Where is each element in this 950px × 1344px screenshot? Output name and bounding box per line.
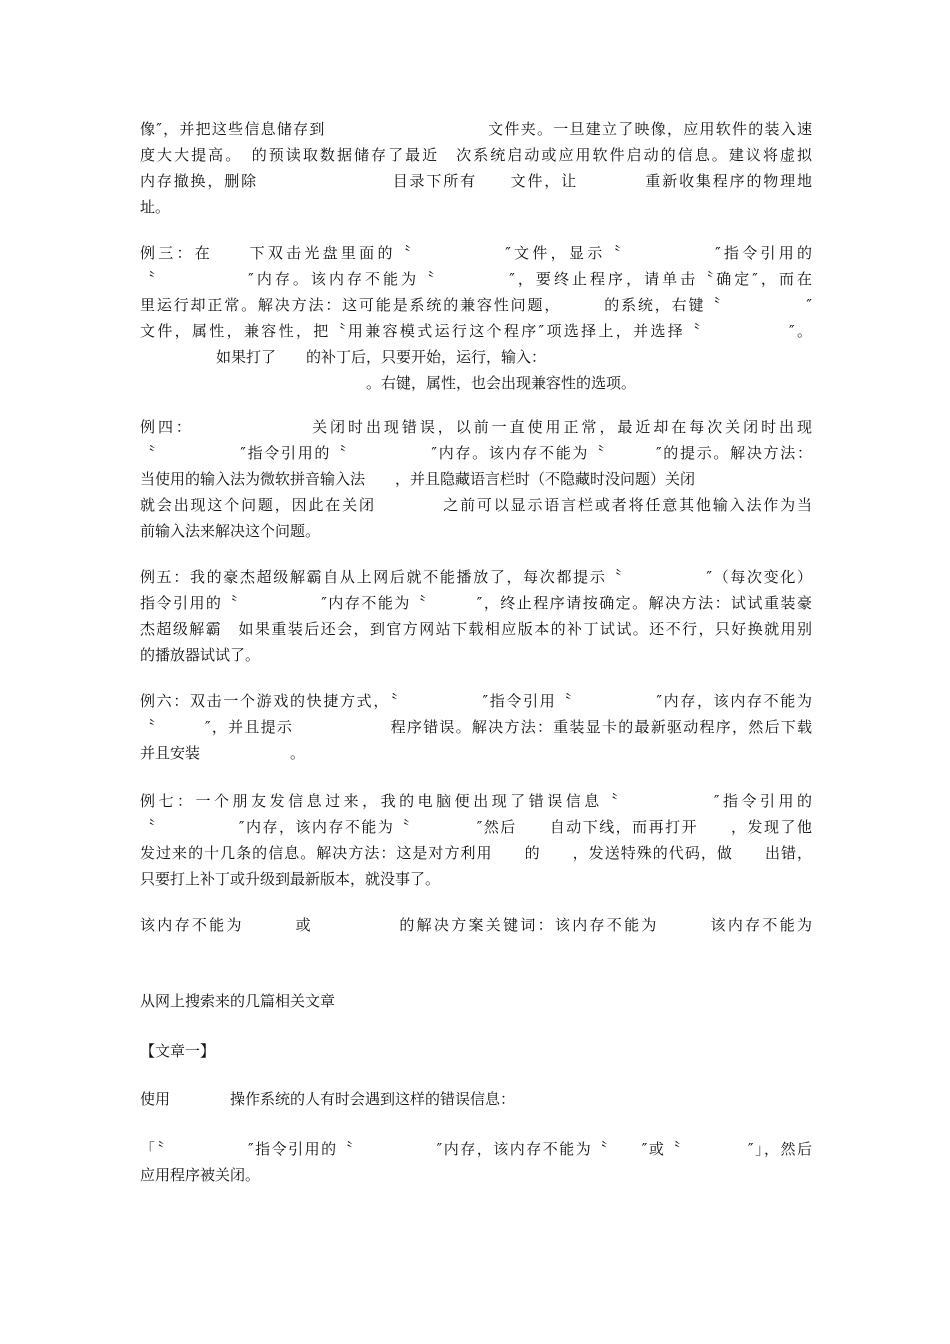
text-line: 前输入法来解决这个问题。 bbox=[140, 522, 321, 540]
paragraph-example-6 bbox=[140, 688, 812, 766]
text-line: 内存撤换，删除 目录下所有 文件，让 重新收集程序的物理地 bbox=[140, 172, 812, 190]
text-line: 如果打了 的补丁后，只要开始，运行，输入： bbox=[216, 348, 547, 366]
text-line: 例六：双击一个游戏的快捷方式，〝 ″指令引用〝 ″内存，该内存不能为 bbox=[140, 692, 812, 710]
text-line: 只要打上补丁或升级到最新版本，就没事了。 bbox=[140, 870, 441, 888]
text-line: 像″，并把这些信息储存到 文件夹。一旦建立了映像，应用软件的装入速 bbox=[140, 120, 812, 138]
text-line: 例七：一个朋友发信息过来，我的电脑便出现了错误信息〝 ″指令引用的 bbox=[140, 792, 812, 810]
text-line: 「〝 ″指令引用的〝 ″内存，该内存不能为〝 ″或〝 ″」，然后 bbox=[140, 1140, 812, 1158]
text-line: 的播放器试试了。 bbox=[140, 646, 261, 664]
text-line: 文件，属性，兼容性，把〝用兼容模式运行这个程序″项选择上，并选择〝 ″。 bbox=[140, 322, 812, 340]
paragraph-intro bbox=[140, 1086, 812, 1112]
text-line: 指令引用的〝 ″内存不能为〝 ″，终止程序请按确定。解决方法：试试重装豪 bbox=[140, 594, 812, 612]
text-line: 发过来的十几条的信息。解决方法：这是对方利用 的 ，发送特殊的代码，做 出错， bbox=[140, 844, 812, 862]
paragraph-keywords bbox=[140, 912, 812, 938]
paragraph-error-quote bbox=[140, 1136, 812, 1188]
text-line: 里运行却正常。解决方法：这可能是系统的兼容性问题， 的系统，右键〝 ″ bbox=[140, 296, 812, 314]
text-line: 〝 ″内存，该内存不能为〝 ″然后 自动下线，而再打开 ，发现了他 bbox=[140, 818, 812, 836]
paragraph-example-4 bbox=[140, 414, 812, 544]
text-line: 例四： 关闭时出现错误，以前一直使用正常，最近却在每次关闭时出现 bbox=[140, 418, 812, 436]
text-line: 度大大提高。 的预读取数据储存了最近 次系统启动或应用软件启动的信息。建议将虚拟 bbox=[140, 146, 812, 164]
text-line: 当使用的输入法为微软拼音输入法 ，并且隐藏语言栏时（不隐藏时没问题）关闭 bbox=[140, 470, 696, 488]
text-line: 例三：在 下双击光盘里面的〝 ″文件，显示〝 ″指令引用的 bbox=[140, 244, 812, 262]
text-line: 并且安装 。 bbox=[140, 744, 306, 762]
section-heading: 从网上搜索来的几篇相关文章 bbox=[140, 992, 336, 1010]
text-line: 应用程序被关闭。 bbox=[140, 1166, 261, 1184]
paragraph-example-7 bbox=[140, 788, 812, 892]
text-line: 杰超级解霸 如果重装后还会，到官方网站下载相应版本的补丁试试。还不行，只好换就用别 bbox=[140, 620, 812, 638]
text-line: 〝 ″，并且提示 程序错误。解决方法：重装显卡的最新驱动程序，然后下载 bbox=[140, 718, 812, 736]
text-line: 使用 操作系统的人有时会遇到这样的错误信息： bbox=[140, 1090, 516, 1108]
paragraph-example-3 bbox=[140, 240, 812, 396]
paragraph-prefetch bbox=[140, 116, 812, 220]
text-line: 就会出现这个问题，因此在关闭 之前可以显示语言栏或者将任意其他输入法作为当 bbox=[140, 496, 812, 514]
article-heading: 【文章一】 bbox=[140, 1042, 216, 1060]
text-line: 例五：我的豪杰超级解霸自从上网后就不能播放了，每次都提示〝 ″（每次变化） bbox=[140, 568, 812, 586]
text-line: 。右键，属性，也会出现兼容性的选项。 bbox=[366, 374, 637, 392]
paragraph-example-5 bbox=[140, 564, 812, 668]
text-line: 址。 bbox=[140, 198, 171, 216]
text-line: 〝 ″指令引用的〝 ″内存。该内存不能为〝 ″的提示。解决方法： bbox=[140, 444, 812, 462]
text-line: 〝 ″内存。该内存不能为〝 ″，要终止程序，请单击〝确定″，而在 bbox=[140, 270, 812, 288]
text-line: 该内存不能为 或 的解决方案关键词：该内存不能为 该内存不能为 bbox=[140, 916, 812, 934]
